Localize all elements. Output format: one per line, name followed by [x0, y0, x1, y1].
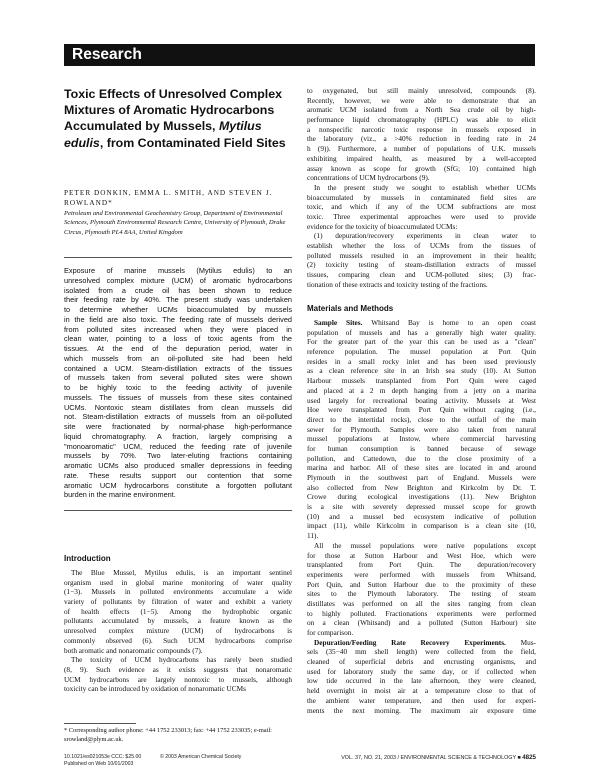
abstract-line: which mussels from an oil-polluted site had been held: [64, 353, 292, 363]
right-intro-line: (1) depuration/recovery experiments in clean water to: [314, 231, 536, 241]
abstract-line: site were fractionated by normal-phase high-performance: [64, 422, 292, 431]
abstract-line: contained a UCM. Steam-distillation extracts of the tissues: [64, 363, 292, 373]
intro-line: UCM hydrocarbons are largely nontoxic to mussels, although: [64, 674, 292, 684]
abstract-line: to determine whether UCMs bioaccumulated by mussels: [64, 305, 292, 314]
materials-line: for human consumption is banned because of sewage: [307, 443, 536, 453]
right-intro-line: establish whether the loss of UCMs from the tissues of: [307, 241, 536, 250]
intro-line: pollutants accumulated by mussels, a feature known as the: [64, 616, 292, 626]
materials-line: sites to the Plymouth laboratory. The testing of steam: [307, 589, 536, 599]
materials-heading: Materials and Methods: [307, 304, 394, 313]
right-intro-line: h (9)). Furthermore, a number of populations of U.K. mussels: [307, 144, 536, 154]
materials-line: ments the next morning. The maximum air exposure time: [307, 705, 536, 715]
right-column-intro: [307, 86, 536, 289]
abstract-line: aromatic UCM hydrocarbons constitute a forgotten pollutant: [64, 480, 292, 490]
materials-line: resides in a small rocky inlet and has been used previously: [307, 356, 536, 366]
right-intro-line: concentrations of UCM hydrocarbons (9).: [307, 173, 430, 183]
page-number: 4825: [522, 754, 536, 761]
right-intro-line: bioaccumulated by mussels in contaminated field sites are: [307, 192, 536, 202]
abstract-line: unresolved complex mixture (UCM) of aromatic hydrocarbons: [64, 275, 292, 285]
abstract-line: liquid chromatography. A fraction, largely comprising a: [64, 431, 292, 441]
right-intro-line: polluted mussels resulted in an improvement in their health;: [307, 250, 536, 260]
materials-line: reference population. The mussel population at Port Quin: [307, 347, 536, 357]
intro-line: (8, 9). Such evidence as it exists suggests that nonaromatic: [64, 664, 292, 674]
abstract-line: from polluted sites increased when they were placed in: [64, 324, 292, 334]
abstract-line: mussels. The tissues of mussels from these sites contained: [64, 392, 292, 402]
materials-line: Crowe during ecological investigations (11). New Brighton: [307, 492, 536, 502]
article-title: [64, 86, 292, 151]
right-intro-line: assay known as scope for growth (SfG; 10) contained high: [307, 163, 536, 173]
right-intro-line: Recently, however, we were able to demonstrate that an: [307, 95, 536, 105]
materials-line: marina and harbor. All of these sites are located in and around: [307, 463, 536, 473]
footnote-rule: [64, 723, 136, 724]
title-part-1: Toxic Effects of Unresolved Complex Mixtures of Aromatic Hydrocarbons Accumulated by Mussels,: [64, 87, 283, 134]
abstract-bottom-rule: [64, 510, 292, 511]
materials-line: Harbour mussels transplanted from Port Quin were caged: [307, 376, 536, 386]
title-part-2: , from Contaminated Field Sites: [99, 135, 286, 150]
abstract: [64, 266, 292, 500]
footer-copyright: © 2003 American Chemical Society: [160, 754, 242, 760]
materials-line: population of mussels and has a generally high water quality.: [307, 327, 536, 337]
abstract-top-rule: [64, 257, 292, 258]
doi-line: 10.1021/es021053e CCC: $25.00: [64, 754, 142, 760]
right-intro-line: toxic, and which if any of the UCM subfractions are most: [307, 202, 536, 212]
materials-line: direct to the intertidal rocks), close to the outfall of the main: [307, 414, 536, 424]
abstract-line: burden in the marine environment.: [64, 490, 176, 500]
materials-line: experiments were performed with mussels from Whitsand,: [307, 569, 536, 579]
abstract-line: Exposure of marine mussels (Mytilus edulis) to an: [64, 266, 292, 275]
materials-line: impact (11), while Kirkcolm in comparison is a clean site (10,: [307, 521, 536, 531]
intro-line: The Blue Mussel, Mytilus edulis, is an important sentinel: [71, 568, 292, 577]
abstract-line: to be highly toxic to the feeding activity of juvenile: [64, 383, 292, 392]
abstract-line: clean water, pointing to a loss of toxic agents from the: [64, 334, 292, 344]
materials-line: held overnight in moist air at a temperature close to that of: [307, 686, 536, 696]
materials-line: as a clean reference site in an Irish sea study (10). At Sutton: [307, 366, 536, 376]
materials-line: Hoe were transplanted from Port Quin without caging (i.e.,: [307, 405, 536, 415]
right-intro-line: tionation of these extracts and toxicity testing of the fractions.: [307, 279, 488, 289]
title-species: Mytilus edulis: [64, 119, 262, 150]
right-intro-line: (2) toxicity testing of steam-distillation extracts of mussel: [307, 260, 536, 270]
intro-line: (1−3). Mussels in polluted environments accumulate a wide: [64, 587, 292, 597]
right-intro-line: the laboratory (viz., a >40% reduction in feeding rate in 24: [307, 134, 536, 144]
right-intro-line: a nonspecific narcotic toxic response in mussels exposed in: [307, 124, 536, 134]
materials-line: the ambient water temperature, and then used for experi-: [307, 695, 536, 705]
materials-line: used for laboratory study the same day, or if collected when: [307, 666, 536, 676]
corresponding-author-footnote: * Corresponding author phone: +44 1752 233013; fax: +44 1752 233035; e-mail: srowland@plym.ac.uk.: [64, 727, 272, 743]
right-intro-line: toxic. Three experimental approaches were used to provide: [307, 211, 536, 221]
affiliation: Petroleum and Environmental Geochemistry Group, Department of Environmental Sciences, Plymouth Environmental Research Centre, University of Plymouth, Drake Circus, Plymouth PL4 8AA, United Kingdom: [64, 210, 286, 236]
materials-line: for those at Sutton Harbour and West Hoe, which were: [307, 550, 536, 560]
right-intro-line: exhibiting impaired health, as measured by a well-accepted: [307, 153, 536, 163]
materials-line: Plymouth in the southwest part of England. Mussels were: [307, 473, 536, 482]
intro-line: variety of pollutants by filtration of water and exhibit a variety: [64, 597, 292, 607]
materials-line: sewer for Plymouth. Samples were also taken from natural: [307, 424, 536, 434]
introduction-heading: Introduction: [64, 554, 111, 563]
abstract-line: tissues. At the end of the depuration period, water in: [64, 344, 292, 353]
materials-line: 11).: [307, 531, 319, 541]
materials-line: low tide occurred in the late afternoon, they were cleaned,: [307, 676, 536, 686]
abstract-line: isolated from a crude oil has been shown to reduce: [64, 285, 292, 295]
materials-line: Port Quin, and Sutton Harbour due to the proximity of these: [307, 579, 536, 589]
materials-line: transplanted from Port Quin. The depuration/recovery: [307, 560, 536, 570]
section-label: Research: [72, 46, 142, 63]
run-in-heading: Depuration/Feeding Rate Recovery Experiments.: [314, 637, 506, 647]
materials-line: distillates was performed on all the sites ranging from clean: [307, 598, 536, 608]
right-intro-line: aromatic UCM isolated from a North Sea crude oil by high-: [307, 105, 536, 115]
materials-line: mussel populations at Instow, where commercial harvesting: [307, 434, 536, 444]
abstract-line: not. Steam-distillation extracts of mussels from an oil-polluted: [64, 412, 292, 422]
abstract-line: aromatic UCMs also produced smaller depressions in feeding: [64, 461, 292, 470]
materials-line: for comparison.: [307, 628, 354, 637]
materials-line: All the mussel populations were native populations except: [314, 540, 536, 550]
materials-line: on a clean (Whitsand) and a polluted (Sutton Harbour) site: [307, 618, 536, 628]
intro-line: of health effects (1−5). Among the hydrophobic organic: [64, 606, 292, 616]
materials-line: also collected from New Brighton and Kirkcolm by Dr. T.: [307, 482, 536, 492]
right-intro-line: In the present study we sought to establish whether UCMs: [314, 182, 536, 192]
materials-body: [307, 318, 536, 715]
abstract-line: in the field are also toxic. The feeding rate of mussels derived: [64, 314, 292, 324]
abstract-line: of mussels taken from several polluted sites were shown: [64, 373, 292, 383]
intro-line: The toxicity of UCM hydrocarbons has rarely been studied: [71, 655, 292, 665]
materials-line: Sample Sites. Whitsand Bay is home to an open coast: [314, 318, 537, 327]
section-banner: [64, 44, 535, 66]
materials-line: sels (35−40 mm shell length) were collected from the field,: [307, 647, 536, 657]
abstract-line: mussels by 70%. Two later-eluting fractions containing: [64, 451, 292, 461]
materials-line: and placed at a 2 m depth hanging from a jetty on a marina: [307, 385, 536, 395]
intro-line: organism used in global marine monitoring of water quality: [64, 577, 292, 587]
abstract-line: "monoaromatic" UCM, reduced the feeding rate of juvenile: [64, 441, 292, 451]
materials-line: (10) and a mussel bed ecosystem indicative of pollution: [307, 511, 536, 521]
abstract-line: their feeding rate by 40%. The present study was undertaken: [64, 295, 292, 305]
author-list: PETER DONKIN, EMMA L. SMITH, AND STEVEN J. ROWLAND*: [64, 189, 273, 207]
right-intro-line: performance liquid chromatography (HPLC) was able to elicit: [307, 115, 536, 125]
right-intro-line: evidence for the toxicity of bioaccumulated UCMs:: [307, 221, 458, 231]
materials-line: cleaned of superficial debris and encrusting organisms, and: [307, 657, 536, 667]
introduction-body: [64, 568, 292, 694]
materials-line: is a site with severely depressed mussel scope for growth: [307, 502, 536, 512]
run-in-heading: Sample Sites.: [314, 318, 363, 327]
abstract-line: rate. These results support our contention that some: [64, 470, 292, 480]
journal-line: VOL. 37, NO. 21, 2003 / ENVIRONMENTAL SCIENCE & TECHNOLOGY: [341, 755, 516, 761]
abstract-line: UCMs. Nontoxic steam distillates from clean mussels did: [64, 402, 292, 412]
intro-line: unresolved complex mixture (UCM) of hydrocarbons is: [64, 626, 292, 636]
materials-line: to highly polluted. Fractionations experiments were performed: [307, 608, 536, 618]
intro-line: both aromatic and nonaromatic compounds (7).: [64, 645, 203, 655]
materials-line: For the greater part of the year this can be used as a "clean": [307, 337, 536, 347]
right-intro-line: to oxygenated, but still mainly unresolved, compounds (8).: [307, 86, 536, 95]
footer-journal: VOL. 37, NO. 21, 2003 / ENVIRONMENTAL SCIENCE & TECHNOLOGY ■ 4825: [341, 754, 536, 761]
intro-line: toxicity can be introduced by oxidation of nonaromatic UCMs: [64, 684, 246, 694]
materials-line: pollution, and Cattedown, due to the close proximity of a: [307, 453, 536, 463]
right-intro-line: tissues, comparing clean and UCM-polluted sites; (3) frac-: [307, 270, 536, 280]
intro-line: commonly observed (6). Such UCM hydrocarbons comprise: [64, 635, 292, 645]
materials-line: used largely for recreational boating activity. Mussels at West: [307, 395, 536, 405]
published-line: Published on Web 10/01/2003: [64, 760, 134, 767]
materials-line: Depuration/Feeding Rate Recovery Experiments. Mus-: [314, 637, 536, 647]
